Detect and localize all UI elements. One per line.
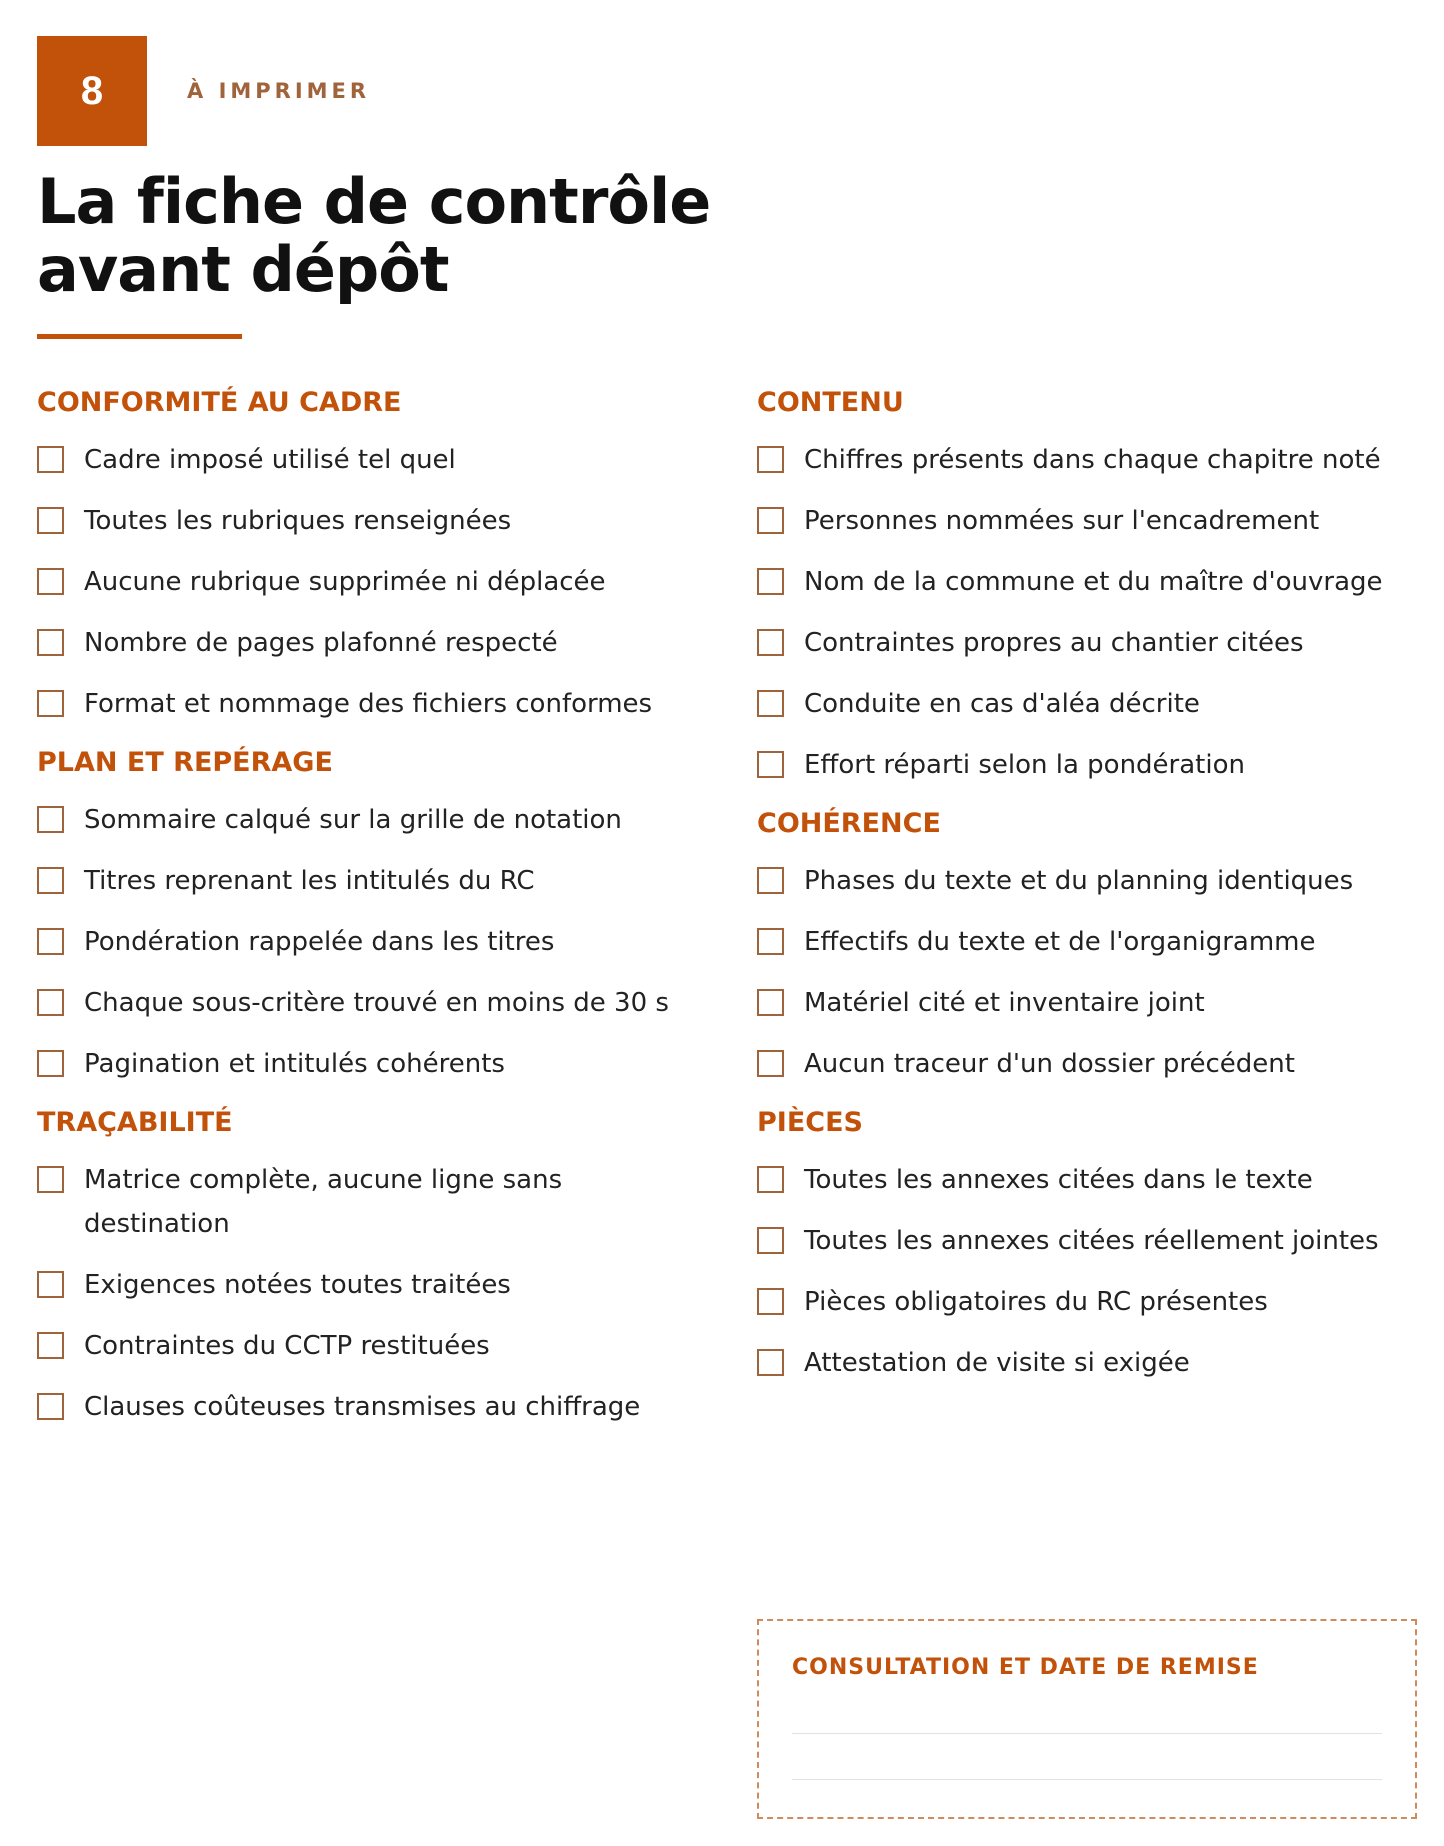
checklist-item[interactable] [757, 621, 1417, 665]
checklist-item[interactable] [757, 1042, 1417, 1086]
checkbox[interactable] [37, 928, 64, 955]
checkbox[interactable] [757, 1349, 784, 1376]
checklist-item-label: Effort réparti selon la pondération [804, 750, 1245, 780]
checkbox[interactable] [757, 568, 784, 595]
checklist-item[interactable] [757, 743, 1417, 787]
checklist-item-label: Pièces obligatoires du RC présentes [804, 1287, 1268, 1317]
checklist-item[interactable] [757, 438, 1417, 482]
checkbox[interactable] [37, 1271, 64, 1298]
checkbox[interactable] [37, 507, 64, 534]
checklist-item[interactable] [37, 1042, 707, 1086]
page-title-line-1: La fiche de contrôle [37, 165, 711, 238]
checkbox[interactable] [757, 507, 784, 534]
checklist-item-label: Toutes les annexes citées dans le texte [804, 1165, 1313, 1195]
checklist-item[interactable] [37, 499, 707, 543]
checklist-item-label: Contraintes du CCTP restituées [84, 1331, 490, 1361]
checkbox[interactable] [37, 806, 64, 833]
checklist-item[interactable] [757, 1158, 1417, 1202]
checkbox[interactable] [37, 1050, 64, 1077]
checkbox[interactable] [757, 751, 784, 778]
checklist-section [37, 746, 707, 1086]
checklist-section [757, 807, 1417, 1086]
consultation-note-box [757, 1619, 1417, 1819]
section-title: PLAN ET REPÉRAGE [37, 747, 333, 778]
checklist-item-label: Attestation de visite si exigée [804, 1348, 1190, 1378]
checklist-item[interactable] [37, 1263, 707, 1307]
checkbox[interactable] [37, 568, 64, 595]
checklist-item-label: Chiffres présents dans chaque chapitre noté [804, 445, 1381, 475]
checklist-item[interactable] [37, 920, 707, 964]
right-column [757, 386, 1417, 1405]
section-title: PIÈCES [757, 1107, 863, 1138]
checkbox[interactable] [757, 1227, 784, 1254]
checklist-item-label: Chaque sous-critère trouvé en moins de 30 s [84, 988, 669, 1018]
checklist-item-label: Matériel cité et inventaire joint [804, 988, 1205, 1018]
checklist-item-label: Nom de la commune et du maître d'ouvrage [804, 567, 1383, 597]
checkbox[interactable] [757, 690, 784, 717]
checklist-item-label: Titres reprenant les intitulés du RC [84, 866, 535, 896]
checklist-item[interactable] [757, 1219, 1417, 1263]
checkbox[interactable] [757, 989, 784, 1016]
checkbox[interactable] [37, 989, 64, 1016]
checklist-item[interactable] [757, 682, 1417, 726]
checklist-item-label: Toutes les annexes citées réellement jointes [804, 1226, 1379, 1256]
checklist-item-label: Pagination et intitulés cohérents [84, 1049, 505, 1079]
checklist-item[interactable] [37, 682, 707, 726]
checklist-section [37, 1106, 707, 1429]
checklist-item-label: Aucune rubrique supprimée ni déplacée [84, 567, 606, 597]
checklist-section [757, 1106, 1417, 1385]
checkbox[interactable] [757, 1288, 784, 1315]
section-title: CONTENU [757, 387, 904, 418]
section-title: COHÉRENCE [757, 808, 941, 839]
checklist-item-label: Matrice complète, aucune ligne sans destination [84, 1165, 563, 1239]
checklist-item-label: Personnes nommées sur l'encadrement [804, 506, 1320, 536]
checklist-item[interactable] [37, 1324, 707, 1368]
note-title: CONSULTATION ET DATE DE REMISE [792, 1655, 1259, 1680]
checklist-item-label: Clauses coûteuses transmises au chiffrage [84, 1392, 641, 1422]
checkbox[interactable] [37, 690, 64, 717]
checklist-item-label: Conduite en cas d'aléa décrite [804, 689, 1200, 719]
left-column [37, 386, 707, 1449]
checklist-item[interactable] [37, 1385, 707, 1429]
checklist-item-label: Format et nommage des fichiers conformes [84, 689, 653, 719]
checklist-item[interactable] [757, 560, 1417, 604]
checklist-page [37, 36, 1417, 1680]
checklist-item-label: Sommaire calqué sur la grille de notation [84, 805, 622, 835]
checklist-item[interactable] [37, 1158, 707, 1246]
page-title [37, 165, 1417, 306]
checklist-item-label: Phases du texte et du planning identiques [804, 866, 1354, 896]
checklist-item[interactable] [37, 981, 707, 1025]
checklist-item[interactable] [757, 859, 1417, 903]
title-underline [37, 334, 242, 339]
checklist-item-label: Pondération rappelée dans les titres [84, 927, 555, 957]
print-kicker: À IMPRIMER [187, 79, 371, 103]
checkbox[interactable] [37, 629, 64, 656]
checkbox[interactable] [37, 1332, 64, 1359]
checklist-item[interactable] [757, 981, 1417, 1025]
chapter-number-badge: 8 [37, 36, 147, 146]
checklist-item[interactable] [757, 1280, 1417, 1324]
section-title: TRAÇABILITÉ [37, 1107, 233, 1138]
checklist-item[interactable] [37, 798, 707, 842]
checklist-item[interactable] [37, 859, 707, 903]
page-title-line-2: avant dépôt [37, 233, 449, 306]
checkbox[interactable] [757, 446, 784, 473]
note-write-line[interactable] [792, 1779, 1382, 1780]
checkbox[interactable] [37, 1393, 64, 1420]
note-write-line[interactable] [792, 1733, 1382, 1734]
checkbox[interactable] [757, 629, 784, 656]
checklist-item[interactable] [37, 621, 707, 665]
checkbox[interactable] [757, 928, 784, 955]
checklist-item-label: Aucun traceur d'un dossier précédent [804, 1049, 1295, 1079]
checklist-section [757, 386, 1417, 787]
header-row [37, 36, 1417, 146]
checklist-item-label: Nombre de pages plafonné respecté [84, 628, 558, 658]
checkbox[interactable] [37, 867, 64, 894]
checkbox[interactable] [757, 1050, 784, 1077]
checklist-section [37, 386, 707, 726]
section-title: CONFORMITÉ AU CADRE [37, 387, 402, 418]
checklist-item[interactable] [37, 438, 707, 482]
checklist-item-label: Effectifs du texte et de l'organigramme [804, 927, 1316, 957]
checklist-item-label: Exigences notées toutes traitées [84, 1270, 511, 1300]
checklist-item[interactable] [757, 920, 1417, 964]
checkbox[interactable] [757, 1166, 784, 1193]
checkbox[interactable] [37, 446, 64, 473]
checkbox[interactable] [37, 1166, 64, 1193]
checklist-item[interactable] [757, 1341, 1417, 1385]
checklist-item-label: Cadre imposé utilisé tel quel [84, 445, 456, 475]
checkbox[interactable] [757, 867, 784, 894]
checklist-item-label: Toutes les rubriques renseignées [84, 506, 512, 536]
checklist-item[interactable] [37, 560, 707, 604]
checklist-item-label: Contraintes propres au chantier citées [804, 628, 1304, 658]
checklist-item[interactable] [757, 499, 1417, 543]
